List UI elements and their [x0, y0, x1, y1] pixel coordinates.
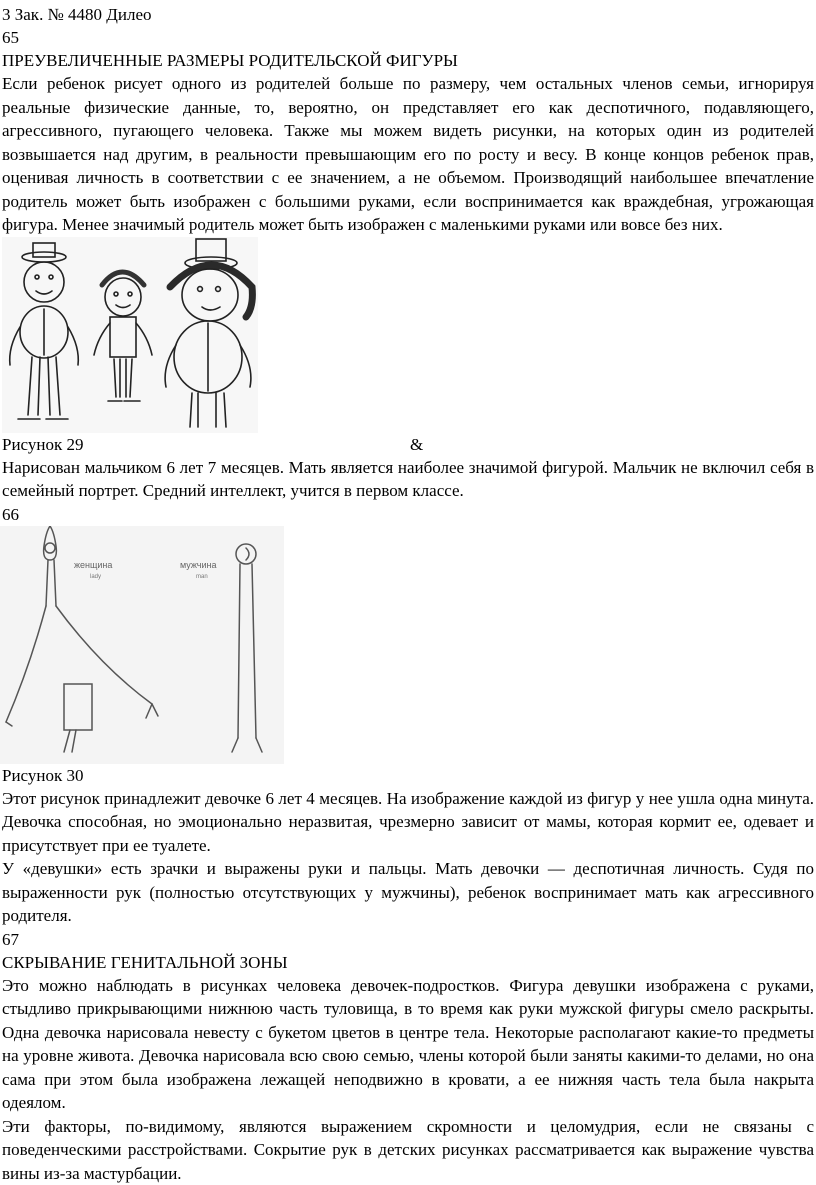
figure-description: Нарисован мальчиком 6 лет 7 месяцев. Мать является наиболее значимой фигурой. Мальчик не включил себя в семейный портрет. Средний интеллект, учится в первом классе. — [2, 456, 814, 503]
figure-description: У «девушки» есть зрачки и выражены руки и пальцы. Мать девочки — деспотичная личность. Судя по выраженности рук (полностью отсутствующих у мужчины), ребенок воспринимает мать как агрессивного родителя. — [2, 857, 814, 928]
figure-30-drawing — [0, 526, 284, 764]
ampersand: & — [410, 433, 423, 456]
body-paragraph: Если ребенок рисует одного из родителей больше по размеру, чем остальных членов семьи, игнорируя реальные физические данные, то, вероятно, он представляет его как деспотичного, подавляющего, агрессивного, пугающего человека. Также мы можем видеть рисунки, на которых один из родителей возвышается над другим, в реальности превышающим его по росту и весу. В конце концов ребенок прав, оценивая личность в соответствии с ее значением, а не объемом. Производящий наибольшее впечатление родитель может быть изображен с большими руками, если воспринимается как враждебная, угрожающая фигура. Менее значимый родитель может быть изображен с маленькими руками или вовсе без них. — [2, 72, 814, 237]
body-paragraph: Эти факторы, по-видимому, являются выражением скромности и целомудрия, если не связаны с поведенческими расстройствами. Сокрытие рук в детских рисунках рассматривается как выражение чувства вины из-за мастурбации. — [2, 1115, 814, 1185]
order-line: 3 Зак. № 4480 Дилео — [2, 3, 816, 26]
figure-caption: Рисунок 30 — [2, 764, 816, 787]
label-man-sub: man — [196, 574, 208, 580]
label-man: мужчина — [180, 560, 217, 570]
figure-description: Этот рисунок принадлежит девочке 6 лет 4 месяцев. На изображение каждой из фигур у нее ушла одна минута. Девочка способная, но эмоционально неразвитая, чрезмерно зависит от мамы, которая кормит ее, одевает и присутствует при ее туалете. — [2, 787, 814, 858]
body-paragraph: Это можно наблюдать в рисунках человека девочек-подростков. Фигура девушки изображена с руками, стыдливо прикрывающими нижнюю часть туловища, в то время как руки мужской фигуры смело раскрыты. Одна девочка нарисовала невесту с букетом цветов в центре тела. Некоторые располагают какие-то предметы на уровне живота. Девочка нарисовала всю свою семью, члены которой были заняты какими-то делами, но она сама при этом была изображена лежащей неподвижно в кровати, а ее нижняя часть тела была накрыта одеялом. — [2, 974, 814, 1115]
page-number: 66 — [2, 503, 816, 526]
label-woman-sub: lady — [90, 574, 101, 580]
figure-caption: Рисунок 29 — [2, 435, 83, 454]
label-woman: женщина — [74, 560, 112, 570]
page-number: 67 — [2, 928, 816, 951]
section-heading: ПРЕУВЕЛИЧЕННЫЕ РАЗМЕРЫ РОДИТЕЛЬСКОЙ ФИГУРЫ — [2, 49, 816, 72]
figure-29-drawing — [2, 237, 258, 433]
figure-29-caption-row — [2, 433, 816, 456]
page-number: 65 — [2, 26, 816, 49]
section-heading: СКРЫВАНИЕ ГЕНИТАЛЬНОЙ ЗОНЫ — [2, 951, 816, 974]
